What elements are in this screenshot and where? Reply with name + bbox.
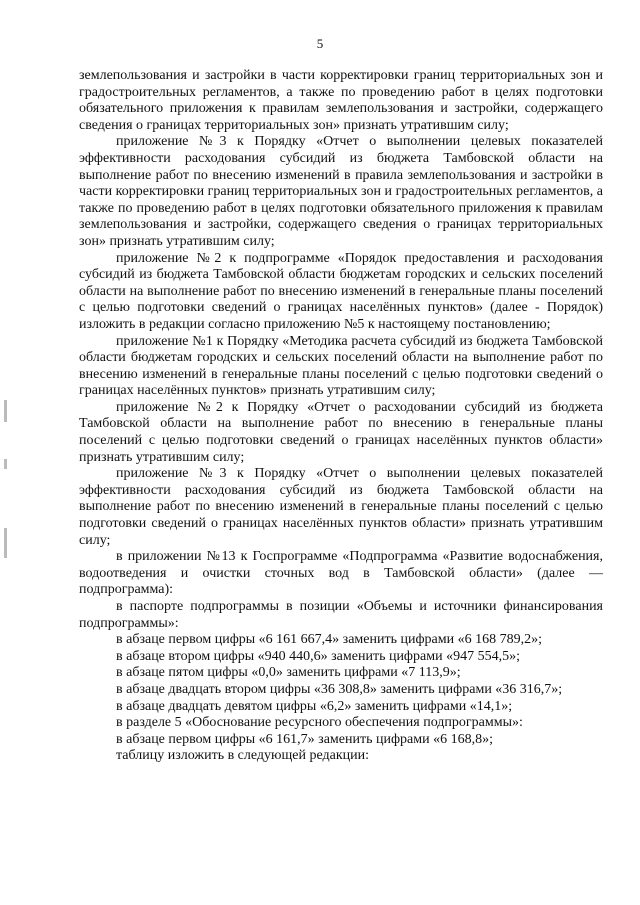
paragraph: приложение №2 к подпрограмме «Порядок предоставления и расходования субсидий из бюджета Тамбовской области бюджетам городских и сельских поселений области на выполнение работ по внесению изменений в генеральные планы поселений с целью подготовки сведений о границах населённых пунктов» (далее - Порядок) изложить в редакции согласно приложению №5 к настоящему постановлению; (79, 250, 603, 332)
paragraph: в абзаце двадцать втором цифры «36 308,8» заменить цифрами «36 316,7»; (116, 681, 563, 697)
paragraph: в абзаце втором цифры «940 440,6» заменить цифрами «947 554,5»; (116, 648, 520, 664)
paragraph: землепользования и застройки в части корректировки границ территориальных зон и градостроительных регламентов, а также по проведению работ в целях подготовки обязательного приложения к правилам землепользования и застройки, содержащего сведения о границах территориальных зон» признать утратившим силу; (79, 68, 603, 133)
paragraph: в паспорте подпрограммы в позиции «Объемы и источники финансирования подпрограммы»: (79, 599, 603, 631)
paragraph: приложение №1 к Порядку «Методика расчета субсидий из бюджета Тамбовской области бюджетам городских и сельских поселений области на выполнение работ по внесению изменений в генеральные планы поселений с целью подготовки сведений о границах населённых пунктов» признать утратившим силу; (79, 333, 603, 399)
paragraph: в разделе 5 «Обоснование ресурсного обеспечения подпрограммы»: (116, 715, 523, 731)
scan-margin-mark (4, 400, 7, 422)
document-body (79, 68, 603, 765)
paragraph: в абзаце пятом цифры «0,0» заменить цифрами «7 113,9»; (116, 665, 461, 681)
paragraph: приложение №3 к Порядку «Отчет о выполнении целевых показателей эффективности расходования субсидий из бюджета Тамбовской области на выполнение работ по внесению изменений в генеральные планы поселений с целью подготовки сведений о границах населённых пунктов области» признать утратившим силу; (79, 466, 603, 548)
paragraph: в приложении №13 к Госпрограмме «Подпрограмма «Развитие водоснабжения, водоотведения и очистки сточных вод в Тамбовской области» (далее — подпрограмма): (79, 549, 603, 598)
scan-margin-mark (4, 528, 7, 558)
paragraph: приложение №3 к Порядку «Отчет о выполнении целевых показателей эффективности расходования субсидий из бюджета Тамбовской области на выполнение работ по внесению изменений в правила землепользования и застройки в части корректировки границ территориальных зон и градостроительных регламентов, а также по проведению работ в целях подготовки обязательного приложения к правилам землепользования и застройки, содержащего сведения о границах территориальных зон» признать утратившим силу; (79, 134, 603, 249)
paragraph: в абзаце первом цифры «6 161 667,4» заменить цифрами «6 168 789,2»; (116, 632, 542, 648)
scan-margin-mark (4, 459, 7, 469)
paragraph: в абзаце двадцать девятом цифры «6,2» заменить цифрами «14,1»; (116, 698, 513, 714)
paragraph: в абзаце первом цифры «6 161,7» заменить цифрами «6 168,8»; (116, 731, 493, 747)
paragraph: таблицу изложить в следующей редакции: (116, 748, 370, 764)
page-number: 5 (316, 36, 324, 51)
paragraph: приложение №2 к Порядку «Отчет о расходовании субсидий из бюджета Тамбовской области на выполнение работ по внесению в генеральные планы поселений с целью подготовки сведений о границах населённых пунктов области» признать утратившим силу; (79, 399, 603, 465)
